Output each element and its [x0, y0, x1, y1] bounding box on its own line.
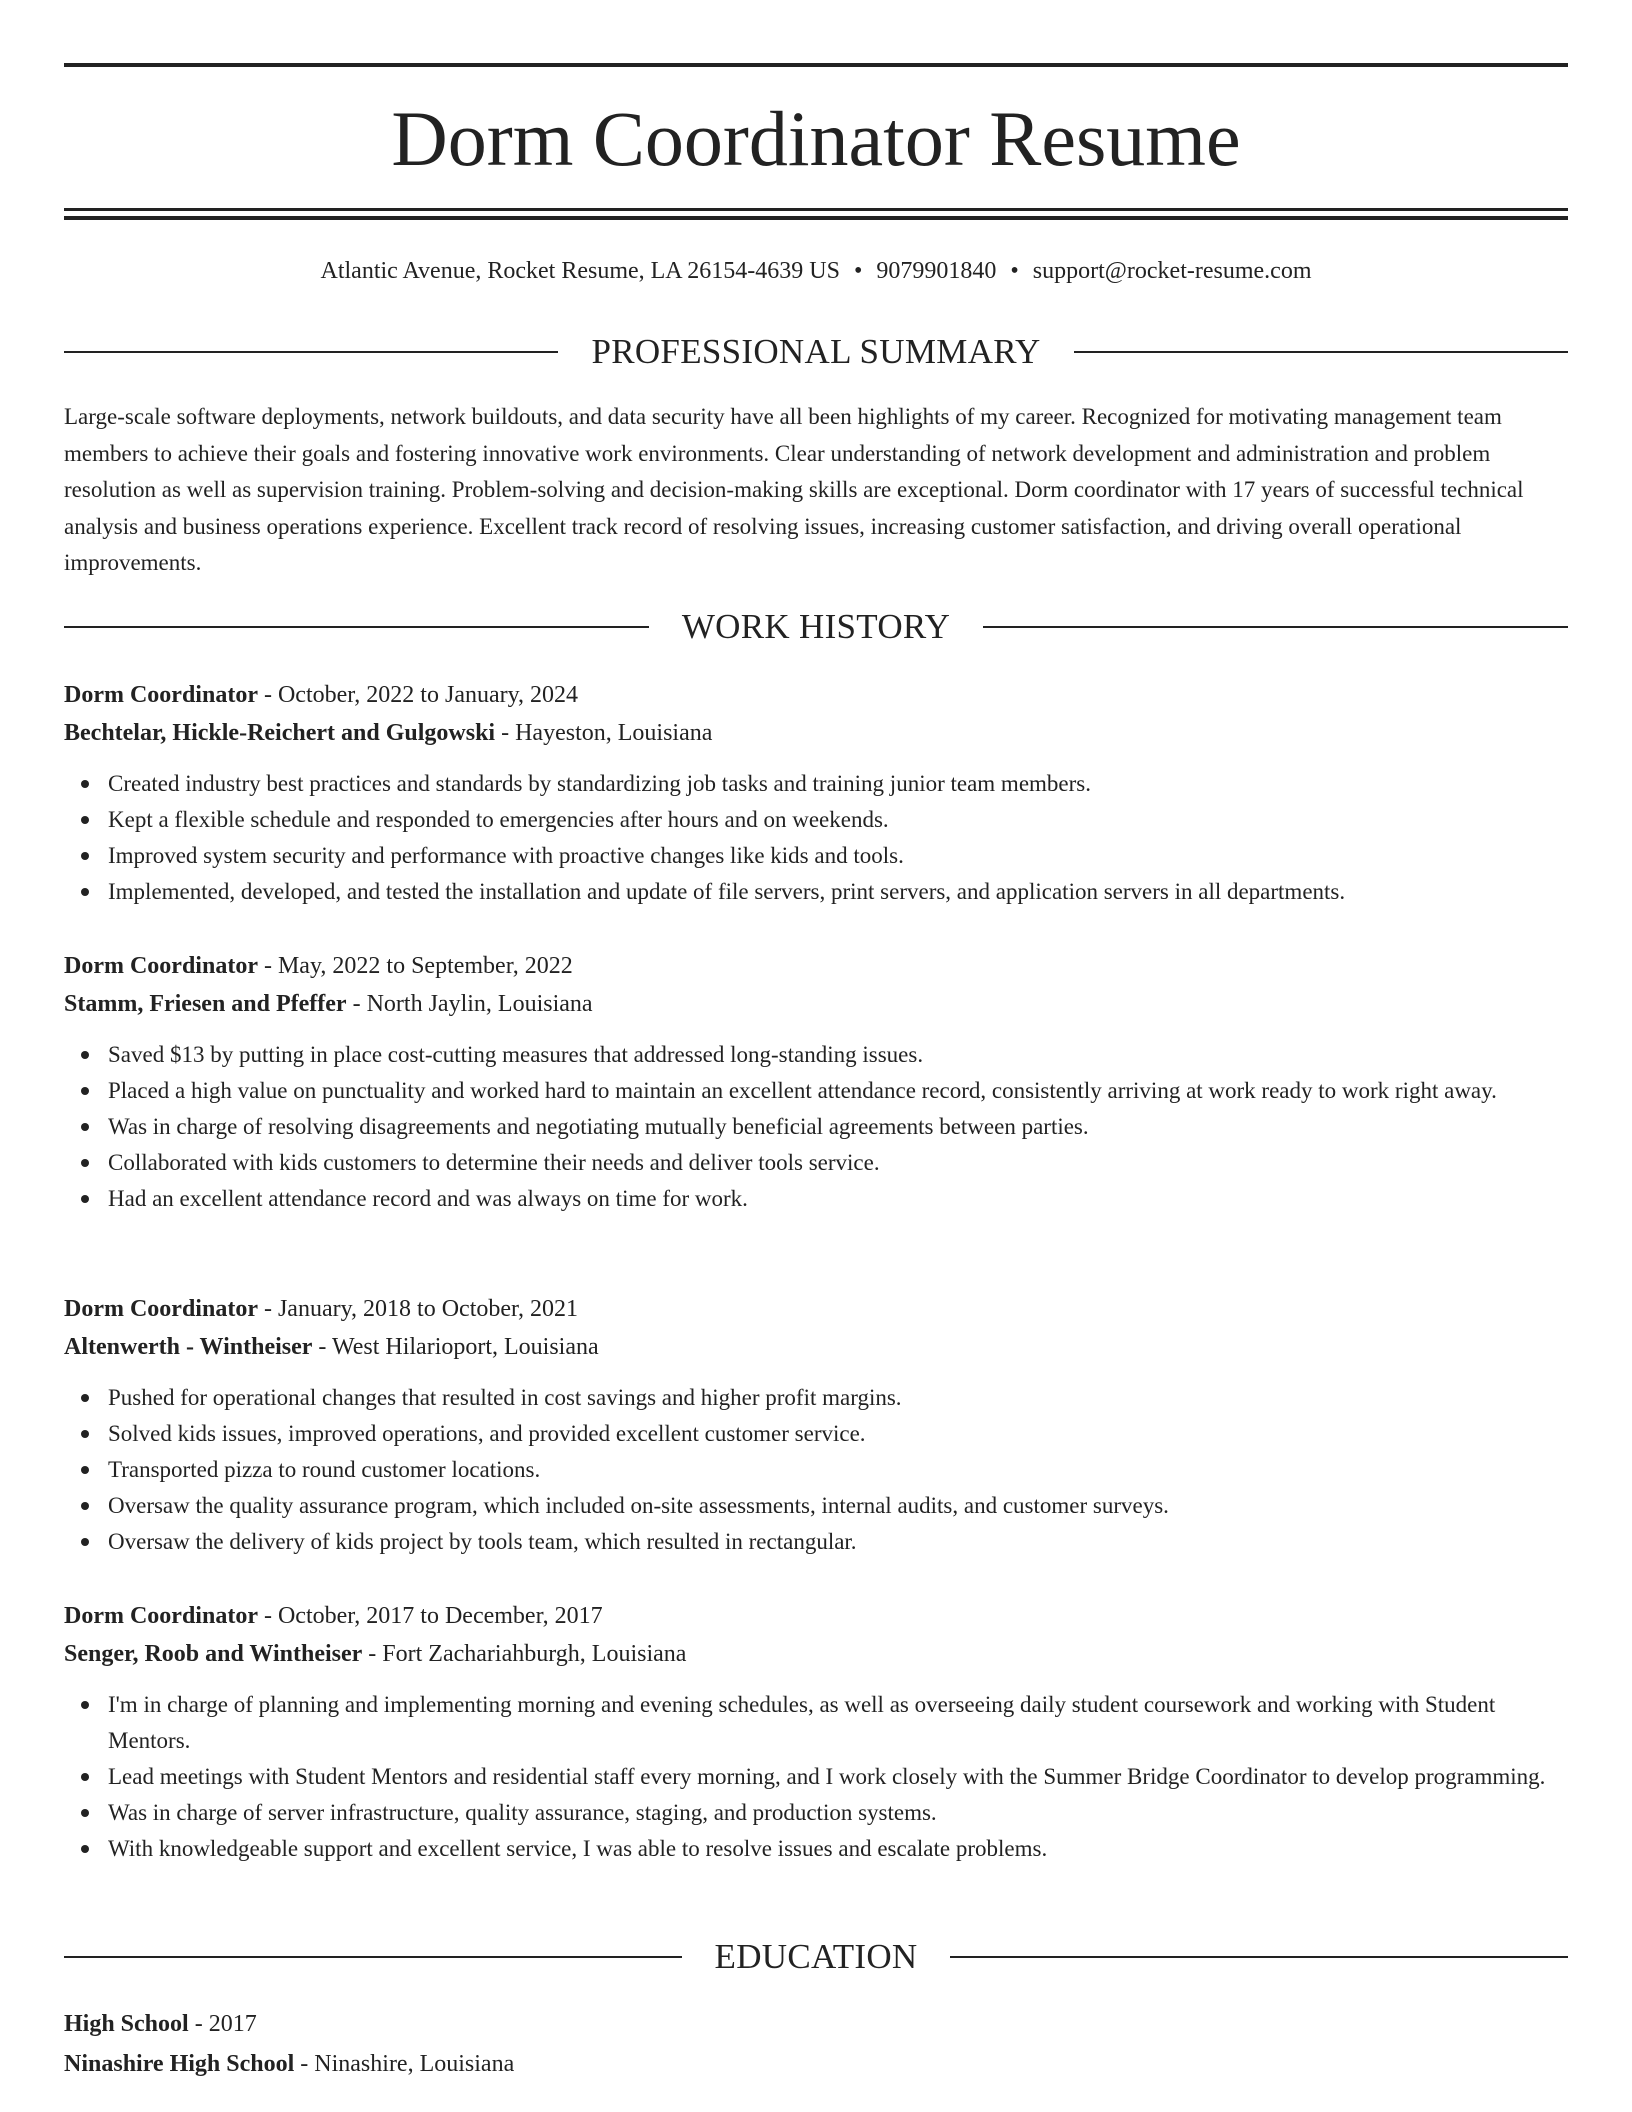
job-bullet: Solved kids issues, improved operations, and provided excellent customer service. [108, 1416, 1568, 1452]
contact-address: Atlantic Avenue, Rocket Resume, LA 26154-4639 US [320, 258, 840, 284]
job-title-line: Dorm Coordinator - October, 2022 to January, 2024 [64, 682, 579, 708]
summary-paragraph: Large-scale software deployments, network buildouts, and data security have all been highlights of my career. Recognized for motivating management team members to achieve their goals and fostering innovative work environments. Clear understanding of network development and administration and problem resolution as well as supervision training. Problem-solving and decision-making skills are exceptional. Dorm coordinator with 17 years of successful technical analysis and business operations experience. Excellent track record of resolving issues, increasing customer satisfaction, and driving overall operational improvements. [64, 404, 1524, 575]
heading-rule-left [64, 1956, 682, 1958]
section-heading-work-history [64, 605, 1568, 649]
header-top-rule [64, 63, 1568, 67]
education-degree-line: High School - 2017 [64, 2011, 257, 2037]
section-heading-education [64, 1935, 1568, 1979]
job-company-line: Altenwerth - Wintheiser - West Hilarioport, Louisiana [64, 1334, 599, 1360]
header-bottom-rule-2 [64, 216, 1568, 220]
heading-rule-right [950, 1956, 1568, 1958]
header-bottom-rule-1 [64, 208, 1568, 211]
contact-line [64, 253, 1568, 289]
job-title-line: Dorm Coordinator - October, 2017 to December, 2017 [64, 1603, 603, 1629]
education-school-line: Ninashire High School - Ninashire, Louisiana [64, 2051, 515, 2077]
contact-separator: • [853, 258, 863, 284]
education-degree: High School [64, 2011, 189, 2037]
job-company: Bechtelar, Hickle-Reichert and Gulgowski [64, 720, 496, 746]
job-bullet: Created industry best practices and standards by standardizing job tasks and training junior team members. [108, 766, 1568, 802]
job-location: West Hilarioport, Louisiana [331, 1334, 599, 1360]
job-location: Fort Zachariahburgh, Louisiana [382, 1641, 687, 1667]
education-location: Ninashire, Louisiana [314, 2051, 515, 2077]
job-dates: October, 2022 to January, 2024 [277, 682, 579, 708]
job-bullet: Placed a high value on punctuality and worked hard to maintain an excellent attendance record, consistently arriving at work ready to work right away. [108, 1073, 1568, 1109]
job-title: Dorm Coordinator [64, 953, 258, 979]
job-bullets [64, 766, 1568, 910]
contact-email: support@rocket-resume.com [1032, 258, 1312, 284]
job-dates: January, 2018 to October, 2021 [277, 1296, 579, 1322]
heading-rule-right [983, 626, 1568, 628]
job-company-line: Senger, Roob and Wintheiser - Fort Zachariahburgh, Louisiana [64, 1641, 687, 1667]
education-school: Ninashire High School [64, 2051, 295, 2077]
job-bullet: Collaborated with kids customers to determine their needs and deliver tools service. [108, 1145, 1568, 1181]
job-bullet: Saved $13 by putting in place cost-cutting measures that addressed long-standing issues. [108, 1037, 1568, 1073]
job-entry [64, 1290, 1568, 1560]
contact-phone: 9079901840 [876, 258, 997, 284]
job-title: Dorm Coordinator [64, 1603, 258, 1629]
job-dates: May, 2022 to September, 2022 [277, 953, 573, 979]
job-bullet: I'm in charge of planning and implementing morning and evening schedules, as well as overseeing daily student coursework and working with Student Mentors. [108, 1687, 1568, 1759]
job-location: Hayeston, Louisiana [515, 720, 713, 746]
job-title-line: Dorm Coordinator - January, 2018 to October, 2021 [64, 1296, 579, 1322]
job-title: Dorm Coordinator [64, 682, 258, 708]
job-title-line: Dorm Coordinator - May, 2022 to September, 2022 [64, 953, 573, 979]
education-year: 2017 [208, 2011, 257, 2037]
job-dates: October, 2017 to December, 2017 [277, 1603, 603, 1629]
page-title: Dorm Coordinator Resume [391, 95, 1241, 182]
job-company: Altenwerth - Wintheiser [64, 1334, 313, 1360]
heading-rule-left [64, 351, 558, 353]
job-entry [64, 676, 1568, 910]
job-bullet: Was in charge of resolving disagreements and negotiating mutually beneficial agreements between parties. [108, 1109, 1568, 1145]
job-entry [64, 1597, 1568, 1867]
heading-rule-right [1074, 351, 1568, 353]
job-bullets [64, 1037, 1568, 1217]
job-bullets [64, 1687, 1568, 1867]
contact-separator: • [1010, 258, 1019, 284]
section-heading-summary [64, 330, 1568, 374]
job-company-line: Bechtelar, Hickle-Reichert and Gulgowski - Hayeston, Louisiana [64, 720, 713, 746]
job-bullet: Oversaw the quality assurance program, which included on-site assessments, internal audits, and customer surveys. [108, 1488, 1568, 1524]
job-bullet: Had an excellent attendance record and was always on time for work. [108, 1181, 1568, 1217]
job-bullet: Kept a flexible schedule and responded to emergencies after hours and on weekends. [108, 802, 1568, 838]
education-entry [64, 2004, 1568, 2084]
job-bullet: Lead meetings with Student Mentors and residential staff every morning, and I work closely with the Summer Bridge Coordinator to develop programming. [108, 1759, 1568, 1795]
job-company: Senger, Roob and Wintheiser [64, 1641, 363, 1667]
heading-rule-left [64, 626, 649, 628]
job-bullet: Oversaw the delivery of kids project by tools team, which resulted in rectangular. [108, 1524, 1568, 1560]
job-location: North Jaylin, Louisiana [366, 991, 593, 1017]
job-entry [64, 947, 1568, 1217]
job-bullet: Pushed for operational changes that resulted in cost savings and higher profit margins. [108, 1380, 1568, 1416]
job-bullet: Implemented, developed, and tested the installation and update of file servers, print servers, and application servers in all departments. [108, 874, 1568, 910]
section-title: EDUCATION [714, 1937, 918, 1976]
job-title: Dorm Coordinator [64, 1296, 258, 1322]
section-title: WORK HISTORY [681, 607, 951, 646]
job-bullet: Transported pizza to round customer locations. [108, 1452, 1568, 1488]
job-bullet: Was in charge of server infrastructure, quality assurance, staging, and production systems. [108, 1795, 1568, 1831]
job-company-line: Stamm, Friesen and Pfeffer - North Jaylin, Louisiana [64, 991, 593, 1017]
job-bullets [64, 1380, 1568, 1560]
job-bullet: With knowledgeable support and excellent service, I was able to resolve issues and escalate problems. [108, 1831, 1568, 1867]
section-title: PROFESSIONAL SUMMARY [591, 332, 1041, 371]
job-company: Stamm, Friesen and Pfeffer [64, 991, 347, 1017]
job-bullet: Improved system security and performance with proactive changes like kids and tools. [108, 838, 1568, 874]
